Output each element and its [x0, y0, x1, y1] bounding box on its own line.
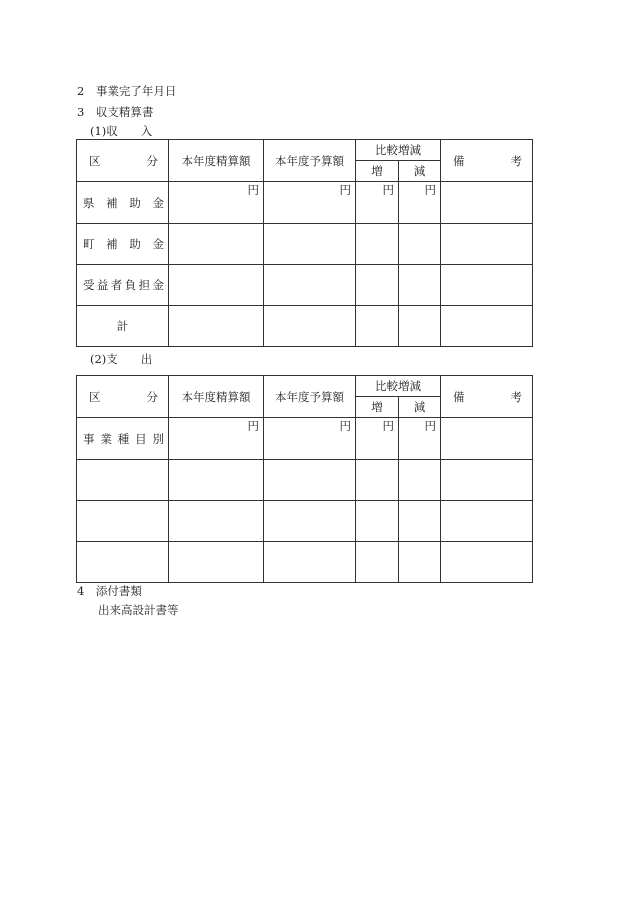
header-bikou: 備 考 — [441, 376, 533, 418]
unit-label: 円 — [169, 182, 264, 224]
item-completion-date: 2 事業完了年月日 — [77, 84, 177, 98]
header-increase: 増 — [356, 161, 399, 182]
unit-label: 円 — [169, 418, 264, 460]
header-bikou: 備 考 — [441, 140, 533, 182]
unit-label: 円 — [399, 182, 441, 224]
table-row — [77, 418, 533, 460]
header-actual: 本年度精算額 — [169, 140, 264, 182]
header-budget: 本年度予算額 — [264, 376, 356, 418]
unit-label: 円 — [356, 182, 399, 224]
header-budget: 本年度予算額 — [264, 140, 356, 182]
item-balance-sheet: 3 収支精算書 — [77, 105, 154, 119]
table-row — [77, 501, 533, 542]
header-kubun: 区 分 — [77, 376, 169, 418]
income-table — [76, 139, 533, 347]
table-row — [77, 224, 533, 265]
unit-label: 円 — [264, 418, 356, 460]
header-compare: 比較増減 — [356, 140, 441, 161]
row-label: 受 益 者 負 担 金 — [77, 265, 169, 306]
table-row — [77, 460, 533, 501]
section-income-title: (1)収 入 — [90, 124, 153, 138]
expense-table — [76, 375, 533, 583]
header-kubun: 区 分 — [77, 140, 169, 182]
unit-label: 円 — [399, 418, 441, 460]
unit-label: 円 — [356, 418, 399, 460]
row-label: 町 補 助 金 — [77, 224, 169, 265]
table-row — [77, 306, 533, 347]
header-actual: 本年度精算額 — [169, 376, 264, 418]
item-attachments: 4 添付書類 — [77, 584, 142, 598]
row-label-total: 計 — [77, 306, 169, 347]
table-row — [77, 265, 533, 306]
row-label: 事 業 種 目 別 — [77, 418, 169, 460]
unit-label: 円 — [264, 182, 356, 224]
header-decrease: 減 — [399, 161, 441, 182]
header-increase: 増 — [356, 397, 399, 418]
table-row — [77, 542, 533, 583]
section-expense-title: (2)支 出 — [90, 352, 153, 366]
header-compare: 比較増減 — [356, 376, 441, 397]
row-label: 県 補 助 金 — [77, 182, 169, 224]
attachment-text: 出来高設計書等 — [98, 603, 179, 617]
table-row — [77, 182, 533, 224]
header-decrease: 減 — [399, 397, 441, 418]
